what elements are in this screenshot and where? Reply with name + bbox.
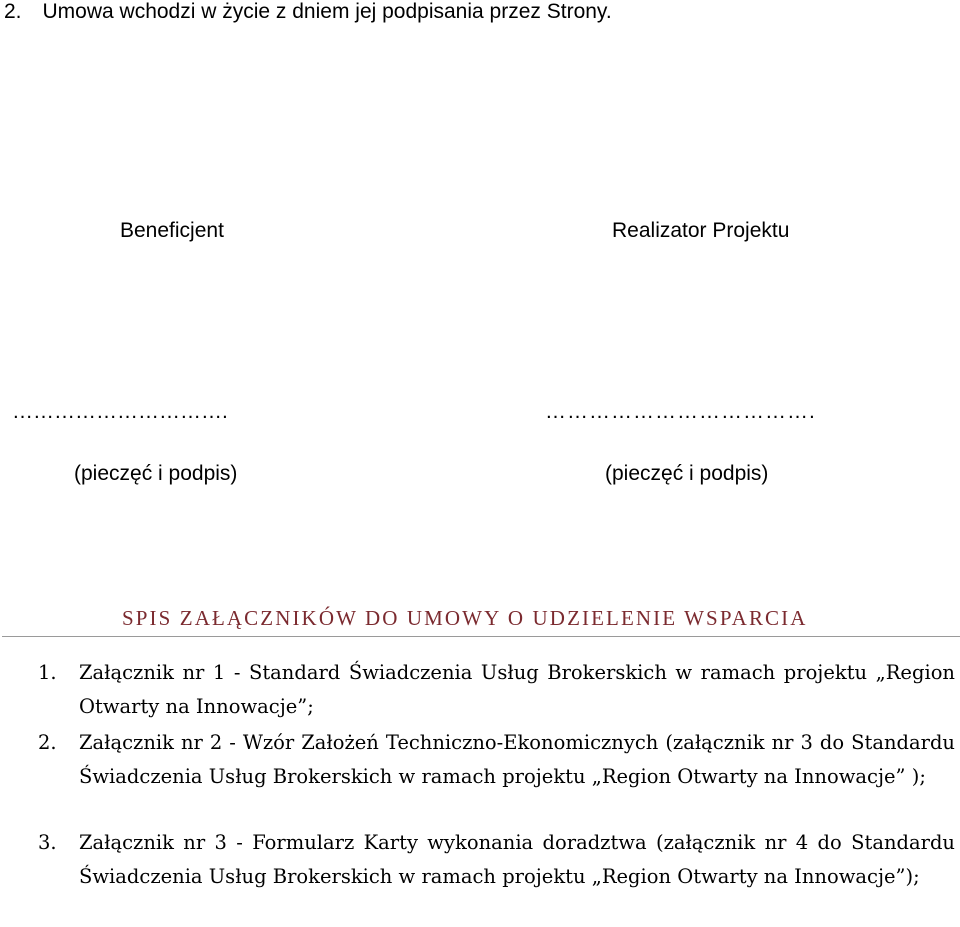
signature-left-line: …………………………. <box>12 400 228 423</box>
attachment-item-text: Załącznik nr 3 - Formularz Karty wykonania doradztwa (załącznik nr 4 do Standardu Świadczenia Usług Brokerskich w ramach projektu „Region Otwarty na Innowacje”); <box>79 831 955 888</box>
signature-right-role: Realizator Projektu <box>612 219 790 242</box>
attachment-item-number: 1. <box>38 661 57 684</box>
attachment-item-number: 3. <box>38 831 57 854</box>
attachment-item-text: Załącznik nr 1 - Standard Świadczenia Usług Brokerskich w ramach projektu „Region Otwarty na Innowacje”; <box>79 661 955 718</box>
signature-left-label: (pieczęć i podpis) <box>74 462 238 485</box>
attachment-item-2 <box>38 726 955 794</box>
signature-right-label: (pieczęć i podpis) <box>605 462 769 485</box>
attachment-item-3 <box>38 826 955 894</box>
signature-right-line: ………………………………. <box>545 400 816 423</box>
contract-clause-2: 2. Umowa wchodzi w życie z dniem jej podpisania przez Strony. <box>4 0 612 23</box>
attachments-heading: SPIS ZAŁĄCZNIKÓW DO UMOWY O UDZIELENIE WSPARCIA <box>122 606 808 630</box>
attachment-item-number: 2. <box>38 731 57 754</box>
attachment-item-1 <box>38 656 955 724</box>
attachment-item-text: Załącznik nr 2 - Wzór Założeń Techniczno-Ekonomicznych (załącznik nr 3 do Standardu Świadczenia Usług Brokerskich w ramach projektu „Region Otwarty na Innowacje” ); <box>79 731 955 788</box>
heading-divider <box>2 636 960 637</box>
signature-left-role: Beneficjent <box>120 219 224 242</box>
